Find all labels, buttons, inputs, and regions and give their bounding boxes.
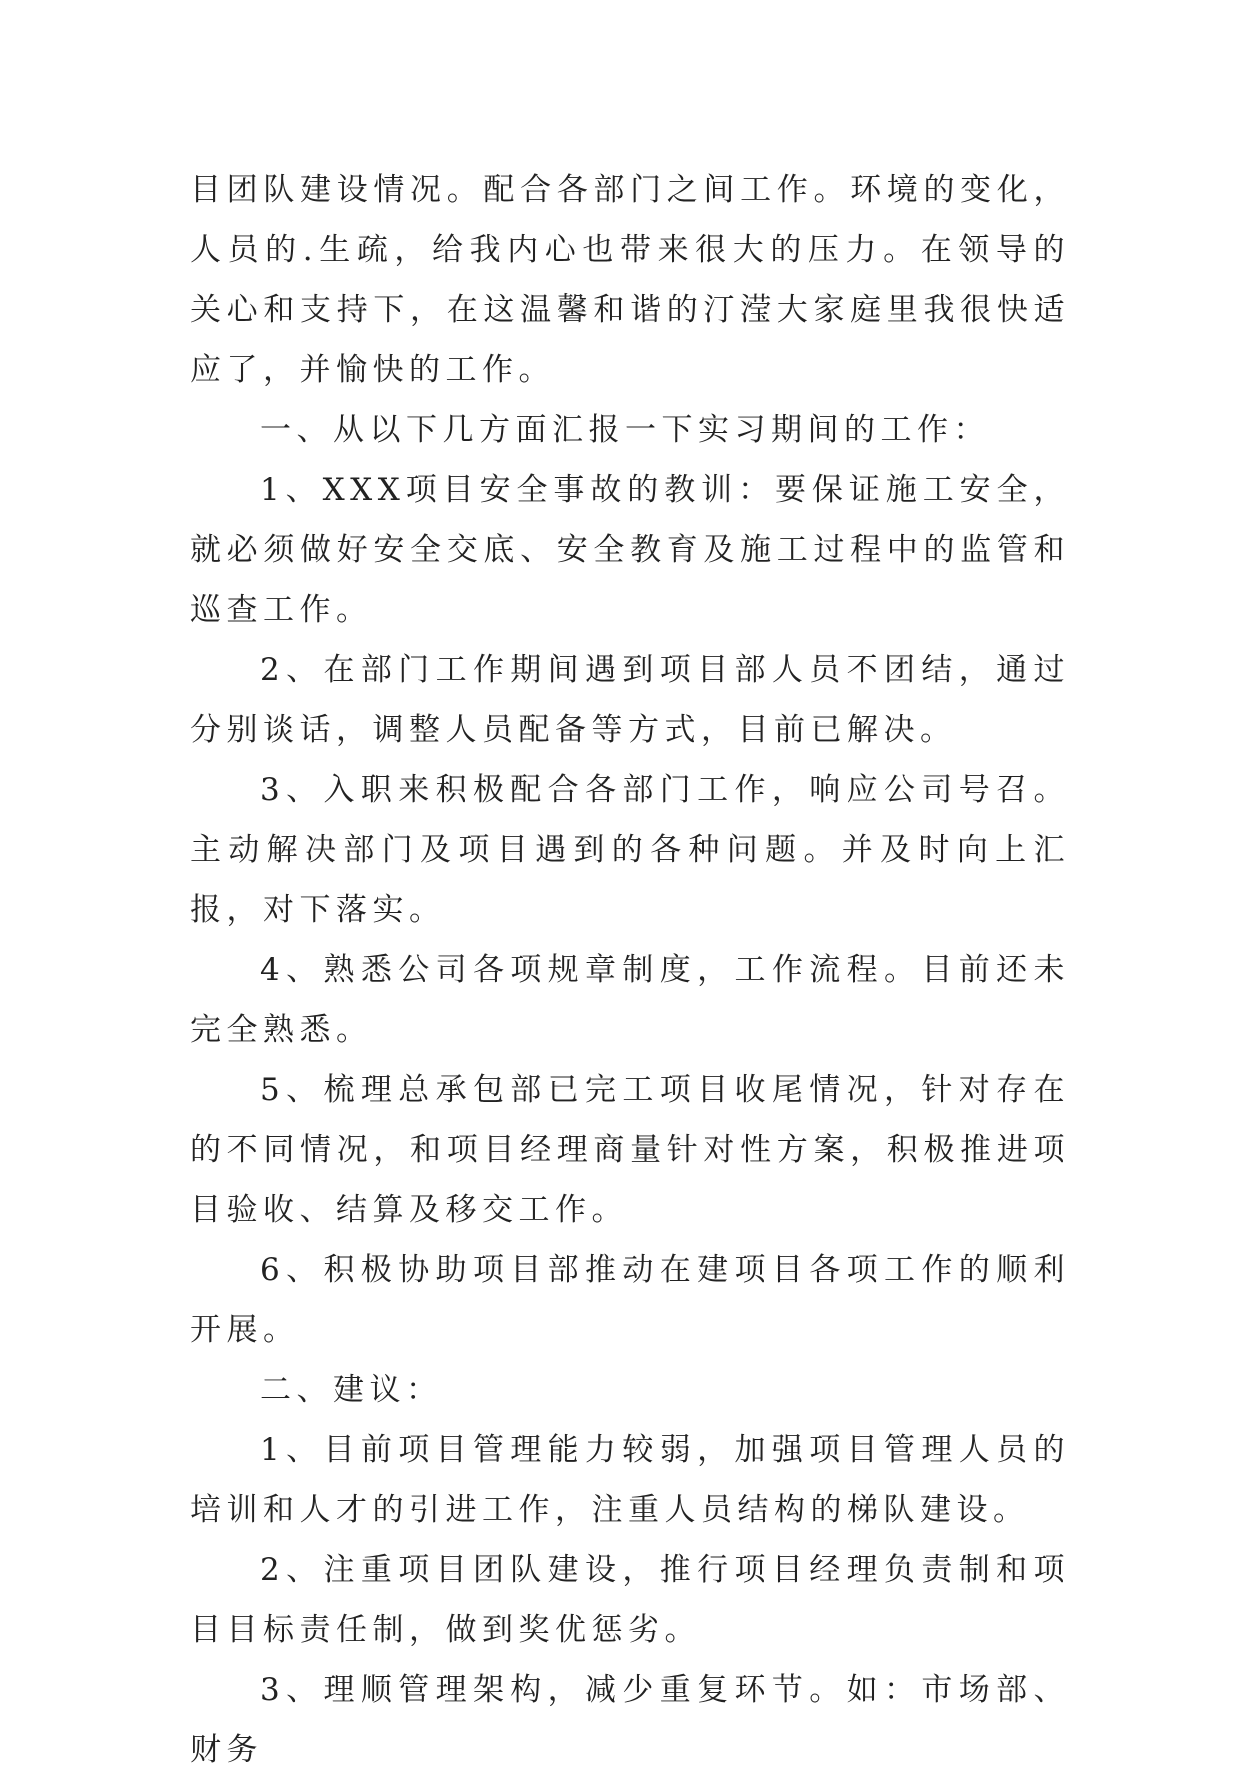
paragraph-item-5: 5、梳理总承包部已完工项目收尾情况，针对存在的不同情况，和项目经理商量针对性方案，积极推进项目验收、结算及移交工作。 (190, 1072, 1070, 1228)
heading-suggestions: 二、建议： (260, 1372, 443, 1408)
heading-work-report: 一、从以下几方面汇报一下实习期间的工作： (260, 412, 990, 448)
paragraph-item-6: 6、积极协助项目部推动在建项目各项工作的顺利开展。 (190, 1252, 1070, 1348)
paragraph-suggestion-3: 3、理顺管理架构，减少重复环节。如：市场部、财务 (190, 1672, 1070, 1768)
paragraph-item-3: 3、入职来积极配合各部门工作，响应公司号召。主动解决部门及项目遇到的各种问题。并及时向上汇报，对下落实。 (190, 772, 1070, 928)
document-body (190, 160, 1070, 1780)
paragraph-suggestion-2: 2、注重项目团队建设，推行项目经理负责制和项目目标责任制，做到奖优惩劣。 (190, 1552, 1070, 1648)
paragraph-item-2: 2、在部门工作期间遇到项目部人员不团结，通过分别谈话，调整人员配备等方式，目前已解决。 (190, 652, 1070, 748)
paragraph-intro: 目团队建设情况。配合各部门之间工作。环境的变化，人员的.生疏，给我内心也带来很大的压力。在领导的关心和支持下，在这温馨和谐的汀滢大家庭里我很快适应了，并愉快的工作。 (190, 172, 1070, 388)
paragraph-suggestion-1: 1、目前项目管理能力较弱，加强项目管理人员的培训和人才的引进工作，注重人员结构的梯队建设。 (190, 1432, 1070, 1528)
paragraph-item-1: 1、XXX项目安全事故的教训：要保证施工安全，就必须做好安全交底、安全教育及施工过程中的监管和巡查工作。 (190, 472, 1070, 628)
paragraph-item-4: 4、熟悉公司各项规章制度，工作流程。目前还未完全熟悉。 (190, 952, 1070, 1048)
